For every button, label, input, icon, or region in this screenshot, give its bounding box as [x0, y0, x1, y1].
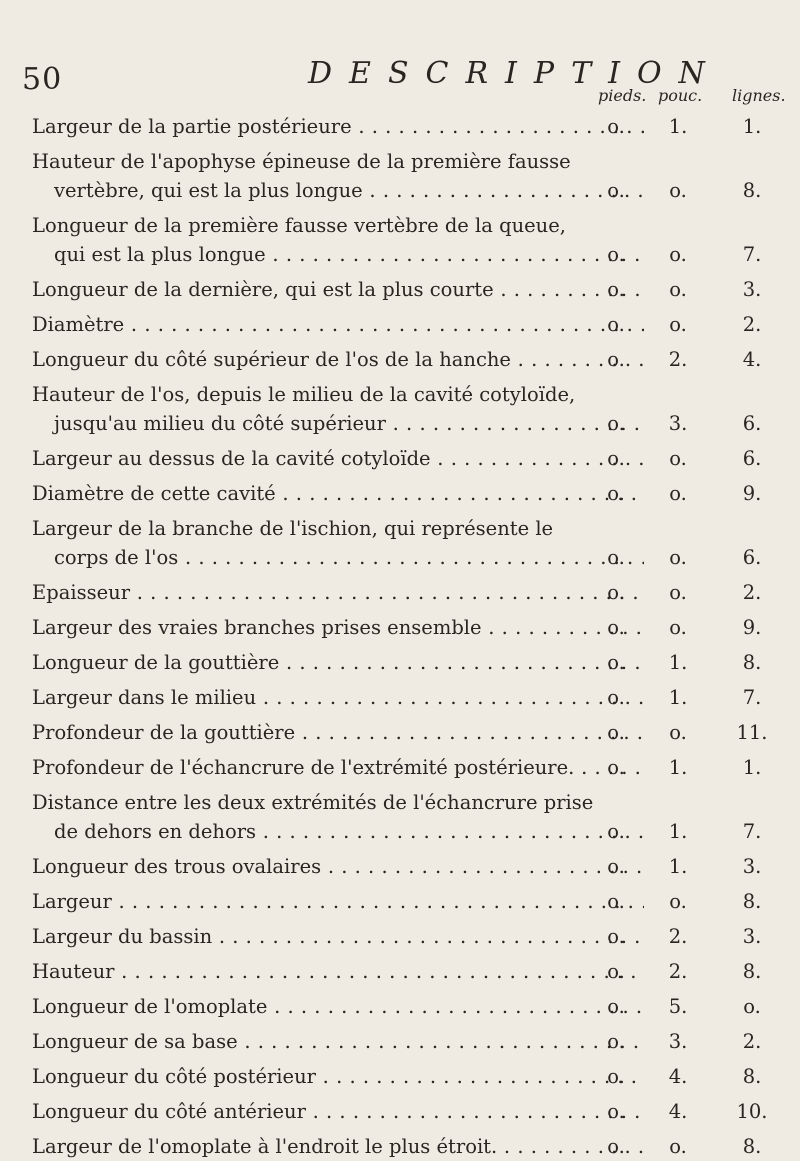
measurement-label-line: Longueur de la première fausse vertèbre de la queue, [32, 214, 566, 237]
measurement-label [32, 578, 644, 607]
value-pouces: 4. [668, 1100, 688, 1123]
value-lignes: 1. [742, 756, 762, 779]
value-pouces: 5. [668, 995, 688, 1018]
measurement-label [32, 718, 644, 747]
measurement-label-line: vertèbre, qui est la plus longue . . . [32, 176, 644, 205]
value-pouces: 1. [668, 820, 688, 843]
measurement-label-line: Longueur des trous ovalaires . . . [32, 852, 644, 881]
value-pieds: o. [607, 820, 625, 843]
measurement-label-line: Hauteur . . . [32, 957, 644, 986]
value-pieds: o. [607, 1100, 625, 1123]
value-pieds: o. [607, 995, 625, 1018]
value-pouces: o. [669, 482, 687, 505]
value-pieds: o. [607, 546, 625, 569]
value-pieds: o. [607, 960, 625, 983]
measurement-label [32, 147, 644, 205]
measurement-label [32, 1062, 644, 1091]
measurement-label-line: Longueur du côté postérieur . . . [32, 1062, 644, 1091]
value-lignes: 1. [742, 115, 762, 138]
measurement-label-line: Hauteur de l'os, depuis le milieu de la cavité cotyloïde, [32, 383, 576, 406]
value-pieds: o. [607, 243, 625, 266]
measurement-label [32, 310, 644, 339]
measurement-label [32, 345, 644, 374]
value-pieds: o. [607, 616, 625, 639]
measurement-label-line: Largeur de la partie postérieure . . . [32, 112, 644, 141]
value-pouces: o. [669, 243, 687, 266]
value-lignes: 6. [742, 412, 762, 435]
column-header-pouces: pouc. [658, 86, 703, 105]
measurement-label [32, 479, 644, 508]
value-pouces: o. [669, 179, 687, 202]
running-title: DESCRIPTION [308, 56, 722, 91]
value-pouces: 2. [668, 925, 688, 948]
value-pouces: 1. [668, 686, 688, 709]
measurement-label-line: Largeur de la branche de l'ischion, qui représente le [32, 517, 554, 540]
measurement-label [32, 275, 644, 304]
measurement-label [32, 648, 644, 677]
value-pieds: o. [607, 686, 625, 709]
value-pouces: o. [669, 721, 687, 744]
value-pouces: o. [669, 616, 687, 639]
value-lignes: 8. [742, 651, 762, 674]
value-lignes: 9. [742, 482, 762, 505]
value-pieds: o. [607, 651, 625, 674]
measurement-label [32, 1097, 644, 1126]
measurement-label-line: Longueur du côté supérieur de l'os de la hanche . . . [32, 345, 644, 374]
measurement-label [32, 992, 644, 1021]
value-pieds: o. [607, 1135, 625, 1158]
value-pieds: o. [607, 482, 625, 505]
measurement-label [32, 753, 644, 782]
value-lignes: 7. [742, 820, 762, 843]
measurement-label-line: Largeur dans le milieu . . . [32, 683, 644, 712]
value-lignes: 8. [742, 1135, 762, 1158]
measurement-label-line: Longueur de la gouttière . . . [32, 648, 644, 677]
measurement-label-line: Distance entre les deux extrémités de l'échancrure prise [32, 791, 594, 814]
measurement-label-line: Longueur du côté antérieur . . . [32, 1097, 644, 1126]
measurement-label [32, 922, 644, 951]
value-pieds: o. [607, 581, 625, 604]
value-lignes: 2. [742, 581, 762, 604]
measurement-label [32, 683, 644, 712]
value-pouces: o. [669, 546, 687, 569]
measurement-label [32, 613, 644, 642]
value-lignes: 9. [742, 616, 762, 639]
value-lignes: 7. [742, 686, 762, 709]
measurement-label-line: Longueur de la dernière, qui est la plus courte . . . [32, 275, 644, 304]
value-pouces: 2. [668, 348, 688, 371]
measurement-label-line: Largeur au dessus de la cavité cotyloïde . . . [32, 444, 644, 473]
measurement-label [32, 1132, 644, 1161]
measurement-label-line: Largeur . . . [32, 887, 644, 916]
value-lignes: 7. [742, 243, 762, 266]
value-pouces: o. [669, 1135, 687, 1158]
value-pouces: 3. [668, 1030, 688, 1053]
measurement-label [32, 957, 644, 986]
measurement-label-line: de dehors en dehors . . . [32, 817, 644, 846]
value-lignes: 8. [742, 960, 762, 983]
measurement-label-line: Largeur de l'omoplate à l'endroit le plus étroit. . . . [32, 1132, 644, 1161]
measurement-label-line: Largeur du bassin . . . [32, 922, 644, 951]
value-pouces: 3. [668, 412, 688, 435]
value-lignes: 3. [742, 925, 762, 948]
value-lignes: 3. [742, 278, 762, 301]
value-pieds: o. [607, 890, 625, 913]
measurement-label [32, 1027, 644, 1056]
value-pieds: o. [607, 115, 625, 138]
value-pieds: o. [607, 756, 625, 779]
value-lignes: 6. [742, 546, 762, 569]
value-pieds: o. [607, 348, 625, 371]
page-number: 50 [22, 62, 63, 97]
measurement-label-line: jusqu'au milieu du côté supérieur . . . [32, 409, 644, 438]
column-header-lignes: lignes. [732, 86, 786, 105]
value-pouces: 1. [668, 855, 688, 878]
value-lignes: 10. [736, 1100, 768, 1123]
value-pouces: 4. [668, 1065, 688, 1088]
value-lignes: 2. [742, 1030, 762, 1053]
value-pouces: o. [669, 581, 687, 604]
value-pouces: o. [669, 313, 687, 336]
measurement-label-line: Longueur de l'omoplate . . . [32, 992, 644, 1021]
measurement-label [32, 444, 644, 473]
measurement-label [32, 380, 644, 438]
measurement-label-line: Epaisseur . . . [32, 578, 644, 607]
value-pouces: 2. [668, 960, 688, 983]
value-lignes: 2. [742, 313, 762, 336]
value-pouces: 1. [668, 115, 688, 138]
value-lignes: o. [743, 995, 761, 1018]
measurement-label [32, 514, 644, 572]
column-headers [0, 86, 800, 108]
value-pieds: o. [607, 447, 625, 470]
value-pouces: o. [669, 278, 687, 301]
measurement-label-line: Diamètre . . . [32, 310, 644, 339]
measurement-label-line: Largeur des vraies branches prises ensemble . . . [32, 613, 644, 642]
value-pieds: o. [607, 179, 625, 202]
value-lignes: 3. [742, 855, 762, 878]
measurement-label-line: Hauteur de l'apophyse épineuse de la première fausse [32, 150, 571, 173]
value-pouces: 1. [668, 651, 688, 674]
measurement-label [32, 852, 644, 881]
value-lignes: 8. [742, 1065, 762, 1088]
value-pieds: o. [607, 721, 625, 744]
value-lignes: 8. [742, 890, 762, 913]
value-lignes: 6. [742, 447, 762, 470]
measurement-label [32, 887, 644, 916]
measurement-label-line: Longueur de sa base . . . [32, 1027, 644, 1056]
value-pouces: o. [669, 890, 687, 913]
column-header-pieds: pieds. [598, 86, 647, 105]
value-pieds: o. [607, 925, 625, 948]
value-pieds: o. [607, 1030, 625, 1053]
measurement-label-line: Diamètre de cette cavité . . . [32, 479, 644, 508]
measurement-label [32, 788, 644, 846]
value-pieds: o. [607, 313, 625, 336]
measurement-label-line: Profondeur de la gouttière . . . [32, 718, 644, 747]
value-lignes: 4. [742, 348, 762, 371]
measurement-label-line: qui est la plus longue . . . [32, 240, 644, 269]
value-lignes: 11. [736, 721, 768, 744]
value-pieds: o. [607, 1065, 625, 1088]
value-pieds: o. [607, 855, 625, 878]
measurement-label [32, 211, 644, 269]
value-pouces: 1. [668, 756, 688, 779]
value-pieds: o. [607, 412, 625, 435]
value-lignes: 8. [742, 179, 762, 202]
measurement-label-line: Profondeur de l'échancrure de l'extrémité postérieure. . . . [32, 753, 644, 782]
value-pieds: o. [607, 278, 625, 301]
value-pouces: o. [669, 447, 687, 470]
measurement-label [32, 112, 644, 141]
measurement-label-line: corps de l'os . . . [32, 543, 644, 572]
